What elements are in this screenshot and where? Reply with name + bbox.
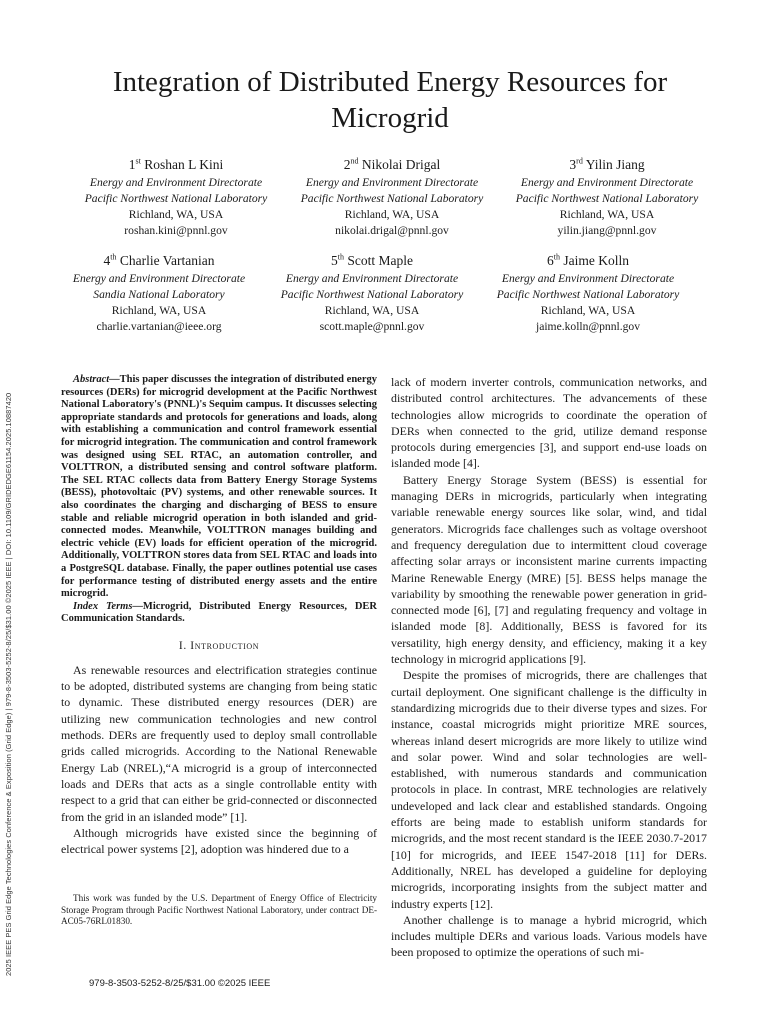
author-org: Sandia National Laboratory [93, 288, 225, 301]
author-block-5 [257, 251, 487, 335]
side-doi-banner: 2025 IEEE PES Grid Edge Technologies Conference & Exposition (Grid Edge) | 979-8-3503-5252-8/25/$31.00 ©2025 IEEE | DOI: 10.1109/GRIDEDGE61154.2025.10887420 [4, 392, 13, 976]
author-name: 2nd Nikolai Drigal [343, 156, 441, 172]
author-email: scott.maple@pnnl.gov [319, 320, 425, 333]
body-paragraph: Another challenge is to manage a hybrid microgrid, which includes multiple DERs and various loads. Various models have been proposed to optimize the operations of such mi- [391, 912, 707, 960]
author-email: yilin.jiang@pnnl.gov [557, 224, 657, 237]
paper-title: Integration of Distributed Energy Resources for Microgrid [112, 66, 668, 134]
author-org: Pacific Northwest National Laboratory [515, 192, 699, 205]
author-dept: Energy and Environment Directorate [72, 272, 246, 285]
author-org: Pacific Northwest National Laboratory [300, 192, 484, 205]
body-paragraph: Battery Energy Storage System (BESS) is essential for managing DERs in microgrids, particularly when integrating variable renewable energy sources like solar, wind, and tidal generators. Microgrids face challenges such as voltage overshoot and frequency deregulation due to intermittent cloud coverage affecting solar arrays or inconsistent marine currents impacting Marine Renewable Energy (MRE) [5]. BESS helps manage the variability by smoothing the renewable power generation in grid-connected mode [6], [7] and regulating frequency and voltage in islanded mode [8]. Additionally, BESS is favored for its versatility, high energy density, and efficiency, making it a key technology in microgrid applications [9]. [391, 472, 707, 667]
author-block-3 [492, 155, 722, 239]
author-block-6 [473, 251, 703, 335]
author-location: Richland, WA, USA [111, 304, 207, 317]
author-org: Pacific Northwest National Laboratory [496, 288, 680, 301]
author-name: 1st Roshan L Kini [128, 156, 224, 172]
author-location: Richland, WA, USA [324, 304, 420, 317]
author-location: Richland, WA, USA [344, 208, 440, 221]
author-name: 6th Jaime Kolln [547, 252, 629, 268]
author-block-1 [61, 155, 291, 239]
body-paragraph: lack of modern inverter controls, communication networks, and distributed control architectures. The advancements of these technologies allow microgrids to coordinate the operation of DERs when connected to the grid, utilize demand response protocols during emergencies [3], and support end-use loads on islanded mode [4]. [391, 375, 707, 471]
author-email: jaime.kolln@pnnl.gov [535, 320, 641, 333]
author-email: roshan.kini@pnnl.gov [124, 224, 228, 237]
body-paragraph: As renewable resources and electrification strategies continue to be adopted, distributed systems are changing from being static to dynamic. These distributed energy resources (DER) are utilizing new communication technologies and new control methods. DERs are frequently used to deploy small controllable grids called microgrids. According to the National Renewable Energy Lab (NREL),“A microgrid is a group of interconnected loads and DERs that acts as a single controllable entity with respect to a grid that can either be grid-connected or disconnected from the grid in an islanded mode” [1]. [61, 662, 377, 824]
author-org: Pacific Northwest National Laboratory [280, 288, 464, 301]
abstract: Abstract—This paper discusses the integration of distributed energy resources (DERs) for microgrid development at the Pacific Northwest National Laboratory's (PNNL)'s Sequim campus. It discusses selecting appropriate standards and protocols for generations and loads, along with establishing a communication and control framework essential for microgrid integration. The communication and control framework was designed using SEL RTAC, an automation controller, and VOLTTRON, a distributed sensing and control software platform. The SEL RTAC collects data from Battery Energy Storage Systems (BESS), photovoltaic (PV) systems, and other renewable sources. It also coordinates the charging and discharging of BESS to ensure stable and reliable microgrid operation in both islanded and grid-connected modes. Meanwhile, VOLTTRON manages building and electric vehicle (EV) loads for efficient operation of the microgrid. Additionally, VOLTTRON stores data from SEL RTAC and loads into a PostgreSQL database. Finally, the paper outlines potential use cases for performance testing of distributed energy assets and the entire microgrid. [61, 374, 377, 600]
body-paragraph: Although microgrids have existed since the beginning of electrical power systems [2], adoption was hindered due to a [61, 825, 377, 857]
author-name: 3rd Yilin Jiang [569, 156, 645, 172]
section-heading-introduction: I. Introduction [178, 639, 260, 652]
author-dept: Energy and Environment Directorate [305, 176, 479, 189]
author-name: 4th Charlie Vartanian [103, 252, 215, 268]
author-location: Richland, WA, USA [559, 208, 655, 221]
author-block-2 [277, 155, 507, 239]
body-paragraph: Despite the promises of microgrids, there are challenges that curtail deployment. One significant challenge is the difficulty in standardizing microgrids due to their diverse types and sizes. For instance, coastal microgrids might prioritize MRE sources, whereas inland desert microgrids are more likely to utilize wind and solar power. Wind and solar technologies are well-established, with numerous standards and communication protocols in place. In contrast, MRE technologies are relatively undeveloped and lack clear and established standards. Ongoing efforts are being made to establish uniform standards for microgrids, and the most recent standard is the IEEE 2030.7-2017 [10] for microgrids, and IEEE 1547-2018 [11] for DERs. Additionally, NREL has developed a guideline for deploying microgrids, incorporating insights from the subject matter and industry experts [12]. [391, 668, 707, 911]
author-location: Richland, WA, USA [540, 304, 636, 317]
author-email: nikolai.drigal@pnnl.gov [335, 224, 449, 237]
author-dept: Energy and Environment Directorate [520, 176, 694, 189]
author-location: Richland, WA, USA [128, 208, 224, 221]
page-footer: 979-8-3503-5252-8/25/$31.00 ©2025 IEEE [89, 978, 271, 989]
author-dept: Energy and Environment Directorate [501, 272, 675, 285]
author-dept: Energy and Environment Directorate [285, 272, 459, 285]
funding-footnote: This work was funded by the U.S. Department of Energy Office of Electricity Storage Program through Pacific Northwest National Laboratory, under contract DE-AC05-76RL01830. [61, 893, 377, 926]
author-name: 5th Scott Maple [331, 252, 413, 268]
author-org: Pacific Northwest National Laboratory [84, 192, 268, 205]
author-dept: Energy and Environment Directorate [89, 176, 263, 189]
right-column [391, 374, 707, 961]
author-email: charlie.vartanian@ieee.org [96, 320, 222, 333]
index-terms: Index Terms—Microgrid, Distributed Energy Resources, DER Communication Standards. [61, 600, 378, 625]
left-column [61, 374, 377, 857]
author-block-4 [44, 251, 274, 335]
